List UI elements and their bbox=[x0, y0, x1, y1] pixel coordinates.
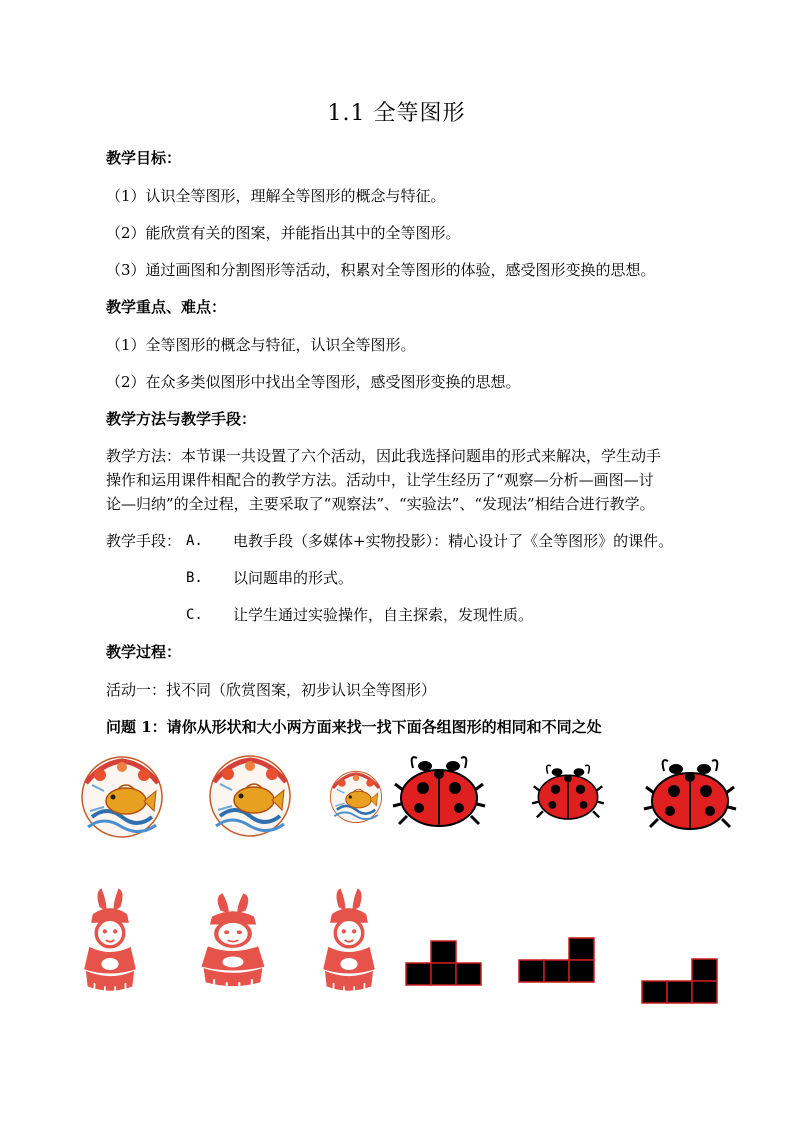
goal-item-2: （2）能欣赏有关的图案，并能指出其中的全等图形。 bbox=[106, 224, 461, 242]
keypoint-item-1: （1）全等图形的概念与特征，认识全等图形。 bbox=[106, 336, 416, 354]
method-text-line-2: 操作和运用课件相配合的教学方法。活动中，让学生经历了“观察—分析—画图—讨 bbox=[106, 471, 654, 489]
ladybug-image-2 bbox=[532, 765, 604, 819]
koi-medallion-image-3 bbox=[330, 771, 381, 822]
papercut-figure-image-1 bbox=[84, 888, 136, 995]
block-shape-1 bbox=[406, 941, 481, 985]
koi-medallion-image-1 bbox=[82, 757, 162, 837]
means-letter-b: B. bbox=[186, 570, 203, 586]
means-label: 教学手段： bbox=[106, 532, 182, 550]
method-text-line-3: 论—归纳”的全过程，主要采取了“观察法”、“实验法”、“发现法”相结合进行教学。 bbox=[106, 495, 655, 513]
means-text-c: 让学生通过实验操作，自主探索，发现性质。 bbox=[233, 606, 534, 624]
methods-heading: 教学方法与教学手段： bbox=[106, 410, 257, 428]
papercut-figure-image-2 bbox=[202, 893, 265, 990]
ladybug-image-3 bbox=[644, 760, 736, 829]
means-text-b: 以问题串的形式。 bbox=[233, 569, 354, 587]
keypoint-item-2: （2）在众多类似图形中找出全等图形，感受图形变换的思想。 bbox=[106, 373, 521, 391]
page-title: 1.1 全等图形 bbox=[327, 101, 466, 126]
goals-heading: 教学目标： bbox=[106, 149, 182, 167]
ladybug-image-1 bbox=[393, 757, 485, 826]
goal-item-1: （1）认识全等图形，理解全等图形的概念与特征。 bbox=[106, 187, 446, 205]
method-text-line-1: 教学方法：本节课一共设置了六个活动，因此我选择问题串的形式来解决，学生动手 bbox=[106, 447, 662, 465]
question-1: 问题 1：请你从形状和大小两方面来找一找下面各组图形的相同和不同之处 bbox=[106, 718, 602, 736]
block-shape-3 bbox=[642, 959, 717, 1003]
goal-item-3: （3）通过画图和分割图形等活动，积累对全等图形的体验，感受图形变换的思想。 bbox=[106, 261, 656, 279]
keypoints-heading: 教学重点、难点： bbox=[106, 298, 227, 316]
means-text-a: 电教手段（多媒体+实物投影）：精心设计了《全等图形》的课件。 bbox=[233, 532, 674, 550]
means-letter-a: A. bbox=[186, 533, 203, 549]
papercut-figure-image-3 bbox=[323, 888, 375, 995]
process-heading: 教学过程： bbox=[106, 643, 182, 661]
means-letter-c: C. bbox=[186, 607, 203, 623]
activity-1: 活动一：找不同（欣赏图案，初步认识全等图形） bbox=[106, 681, 437, 699]
koi-medallion-image-2 bbox=[210, 756, 290, 836]
block-shape-2 bbox=[519, 938, 594, 982]
